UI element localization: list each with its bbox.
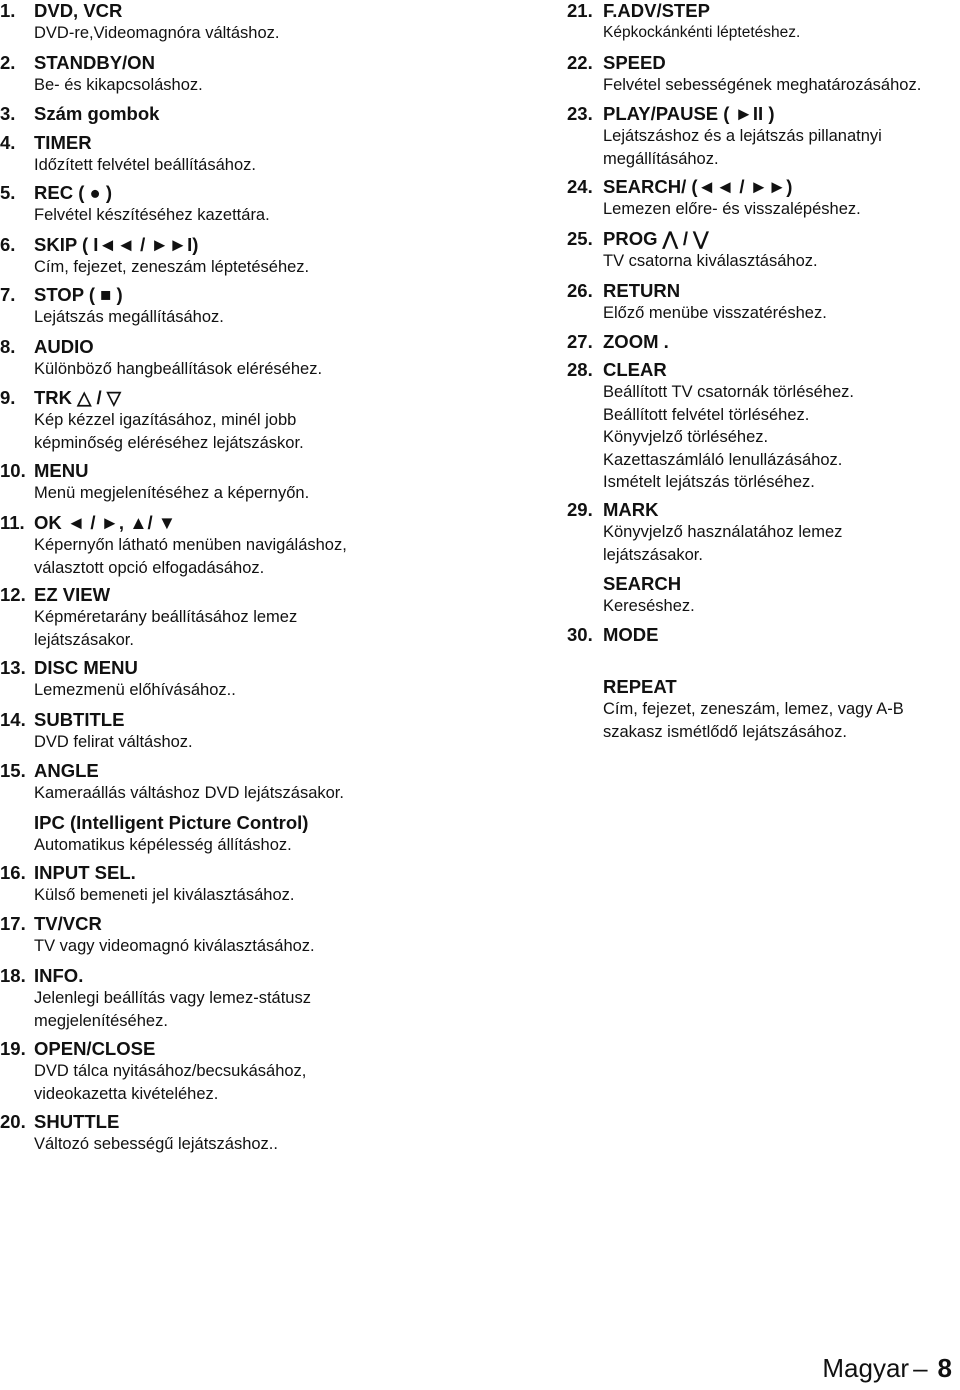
item-description: Képkockánkénti léptetéshez.	[603, 24, 801, 41]
item-number: 16.	[0, 862, 26, 883]
item-description: Időzített felvétel beállításához.	[34, 156, 256, 174]
item-description: Cím, fejezet, zeneszám léptetéséhez.	[34, 258, 310, 276]
item-description: Külső bemeneti jel kiválasztásához.	[34, 886, 295, 904]
item-heading	[567, 52, 921, 74]
item-heading	[0, 387, 304, 409]
item-heading	[0, 182, 270, 204]
list-item	[0, 709, 193, 754]
item-description: Lejátszás megállításához.	[34, 308, 224, 326]
item-description: Változó sebességű lejátszáshoz..	[34, 1135, 278, 1153]
item-title: TV/VCR	[34, 913, 102, 934]
item-description: TV vagy videomagnó kiválasztásához.	[34, 937, 315, 955]
item-number: 7.	[0, 284, 16, 305]
list-item	[0, 862, 294, 907]
item-number: 2.	[0, 52, 16, 73]
item-description: Beállított felvétel törléséhez.	[603, 405, 810, 424]
item-title: OPEN/CLOSE	[34, 1038, 156, 1059]
item-number: 13.	[0, 657, 26, 678]
item-description: Könyvjelző törléséhez.	[603, 428, 769, 446]
item-description: szakasz ismétlődő lejátszásához.	[603, 722, 847, 741]
list-item	[0, 387, 304, 454]
list-item	[567, 228, 818, 273]
item-title: OK ◄ / ►, ▲/ ▼	[34, 512, 177, 533]
item-description: Felvétel sebességének meghatározásához.	[603, 76, 922, 94]
item-heading	[567, 0, 800, 22]
footer-language: Magyar	[822, 1353, 910, 1383]
item-heading	[0, 812, 308, 834]
item-number: 30.	[567, 624, 593, 645]
item-title: PROG ⋀ / ⋁	[603, 228, 709, 249]
item-description: megjelenítéséhez.	[34, 1011, 168, 1030]
list-item	[567, 499, 842, 566]
item-number: 25.	[567, 228, 593, 249]
item-title: REC ( ● )	[34, 182, 112, 203]
item-description: megállításához.	[603, 149, 719, 168]
list-item	[567, 331, 669, 353]
item-heading	[0, 584, 297, 606]
item-title: SEARCH	[603, 573, 682, 594]
item-title: MARK	[603, 499, 659, 520]
item-number: 26.	[567, 280, 593, 301]
list-item	[0, 760, 344, 805]
item-description: Előző menübe visszatéréshez.	[603, 304, 827, 322]
item-title: F.ADV/STEP	[603, 0, 710, 21]
item-heading	[567, 176, 861, 198]
item-heading	[0, 760, 344, 782]
item-description: videokazetta kivételéhez.	[34, 1084, 219, 1103]
item-title: ANGLE	[34, 760, 99, 781]
list-item	[567, 0, 800, 45]
page-number: 8	[937, 1353, 952, 1383]
item-title: INPUT SEL.	[34, 862, 136, 883]
list-item	[567, 52, 921, 97]
list-item	[0, 103, 159, 125]
item-title: TRK △ / ▽	[34, 387, 122, 408]
list-item	[0, 0, 280, 45]
list-item	[567, 359, 854, 494]
item-number: 4.	[0, 132, 16, 153]
item-number: 1.	[0, 0, 16, 21]
list-item	[567, 103, 882, 170]
item-description: Ismételt lejátszás törléséhez.	[603, 473, 815, 491]
item-description: Könyvjelző használatához lemez	[603, 523, 843, 541]
item-number: 19.	[0, 1038, 26, 1059]
list-item	[0, 336, 322, 381]
item-description: Kazettaszámláló lenullázásához.	[603, 450, 843, 469]
item-heading	[0, 460, 309, 482]
item-heading	[0, 1038, 306, 1060]
item-description: lejátszásakor.	[603, 545, 703, 564]
item-description: Kereséshez.	[603, 597, 695, 615]
list-item	[567, 573, 695, 618]
item-number: 5.	[0, 182, 16, 203]
item-description: Lemezen előre- és visszalépéshez.	[603, 200, 861, 218]
item-title: SPEED	[603, 52, 666, 73]
item-title: STANDBY/ON	[34, 52, 155, 73]
item-description: lejátszásakor.	[34, 630, 134, 649]
item-heading	[567, 676, 904, 698]
item-title: TIMER	[34, 132, 92, 153]
item-description: DVD-re,Videomagnóra váltáshoz.	[34, 24, 280, 42]
item-number: 21.	[567, 0, 593, 21]
list-item	[0, 132, 256, 177]
item-title: SHUTTLE	[34, 1111, 120, 1132]
item-description: Képernyőn látható menüben navigáláshoz,	[34, 536, 347, 554]
item-description: Kép kézzel igazításához, minél jobb	[34, 411, 297, 429]
item-description: Lemezmenü előhívásához..	[34, 681, 236, 699]
list-item	[567, 176, 861, 221]
item-description: választott opció elfogadásához.	[34, 558, 265, 577]
footer-dash: –	[913, 1353, 928, 1383]
item-description: Beállított TV csatornák törléséhez.	[603, 383, 854, 401]
item-heading	[0, 1111, 278, 1133]
item-number: 20.	[0, 1111, 26, 1132]
item-description: Menü megjelenítéséhez a képernyőn.	[34, 484, 310, 502]
item-number: 11.	[0, 512, 25, 533]
list-item	[0, 1038, 306, 1105]
item-heading	[567, 103, 882, 125]
list-item	[0, 965, 311, 1032]
list-item	[0, 52, 203, 97]
item-title: SKIP ( I◄◄ / ►►I)	[34, 234, 199, 255]
item-heading	[0, 336, 322, 358]
item-title: IPC (Intelligent Picture Control)	[34, 812, 309, 833]
list-item	[0, 913, 315, 958]
list-item	[0, 1111, 278, 1156]
item-number: 28.	[567, 359, 593, 380]
list-item	[567, 280, 827, 325]
item-number: 22.	[567, 52, 593, 73]
item-heading	[567, 499, 842, 521]
item-heading	[0, 512, 347, 534]
item-number: 9.	[0, 387, 16, 408]
item-heading	[0, 862, 294, 884]
item-title: ZOOM .	[603, 331, 669, 352]
item-number: 6.	[0, 234, 16, 255]
list-item	[0, 512, 347, 579]
item-heading	[0, 234, 309, 256]
item-description: Különböző hangbeállítások eléréséhez.	[34, 360, 323, 378]
list-item	[0, 182, 270, 227]
list-item	[567, 676, 904, 743]
item-description: Kameraállás váltáshoz DVD lejátszásakor.	[34, 784, 344, 802]
item-heading	[567, 359, 854, 381]
item-description: Jelenlegi beállítás vagy lemez-státusz	[34, 989, 311, 1007]
item-number: 29.	[567, 499, 593, 520]
list-item	[0, 812, 308, 857]
item-number: 18.	[0, 965, 26, 986]
item-title: PLAY/PAUSE ( ►II )	[603, 103, 775, 124]
item-number: 12.	[0, 584, 26, 605]
item-description: Cím, fejezet, zeneszám, lemez, vagy A-B	[603, 700, 904, 718]
item-number: 24.	[567, 176, 593, 197]
item-title: SUBTITLE	[34, 709, 125, 730]
list-item	[567, 624, 659, 646]
item-description: Automatikus képélesség állításhoz.	[34, 836, 292, 854]
item-number: 14.	[0, 709, 26, 730]
item-number: 8.	[0, 336, 16, 357]
item-description: Be- és kikapcsoláshoz.	[34, 76, 203, 94]
item-title: MENU	[34, 460, 89, 481]
item-title: AUDIO	[34, 336, 94, 357]
item-number: 15.	[0, 760, 26, 781]
item-title: INFO.	[34, 965, 84, 986]
item-heading	[567, 573, 695, 595]
list-item	[0, 460, 309, 505]
item-number: 17.	[0, 913, 26, 934]
item-title: CLEAR	[603, 359, 667, 380]
item-title: SEARCH/ (◄◄ / ►►)	[603, 176, 793, 197]
item-heading	[567, 280, 827, 302]
item-heading	[567, 624, 659, 646]
item-heading	[0, 913, 315, 935]
item-description: képminőség eléréséhez lejátszáskor.	[34, 433, 304, 452]
item-description: DVD felirat váltáshoz.	[34, 733, 193, 751]
item-heading	[0, 103, 159, 125]
item-description: Felvétel készítéséhez kazettára.	[34, 206, 270, 224]
item-number: 27.	[567, 331, 593, 352]
item-heading	[567, 331, 669, 353]
item-title: Szám gombok	[34, 103, 160, 124]
item-title: REPEAT	[603, 676, 677, 697]
list-item	[0, 657, 236, 702]
item-heading	[0, 0, 280, 22]
item-heading	[0, 657, 236, 679]
item-heading	[0, 709, 193, 731]
item-description: Lejátszáshoz és a lejátszás pillanatnyi	[603, 127, 882, 145]
item-title: EZ VIEW	[34, 584, 111, 605]
item-description: Képméretarány beállításához lemez	[34, 608, 298, 626]
item-heading	[567, 228, 818, 250]
item-description: DVD tálca nyitásához/becsukásához,	[34, 1062, 307, 1080]
item-number: 23.	[567, 103, 593, 124]
item-heading	[0, 965, 311, 987]
item-description: TV csatorna kiválasztásához.	[603, 252, 818, 270]
item-title: DVD, VCR	[34, 0, 123, 21]
list-item	[0, 584, 297, 651]
item-title: STOP ( ■ )	[34, 284, 123, 305]
list-item	[0, 234, 309, 279]
item-title: DISC MENU	[34, 657, 138, 678]
item-heading	[0, 284, 224, 306]
list-item	[0, 284, 224, 329]
item-heading	[0, 52, 203, 74]
item-title: RETURN	[603, 280, 681, 301]
item-number: 3.	[0, 103, 16, 124]
item-heading	[0, 132, 256, 154]
page-footer	[822, 1353, 952, 1384]
item-title: MODE	[603, 624, 659, 645]
item-number: 10.	[0, 460, 26, 481]
